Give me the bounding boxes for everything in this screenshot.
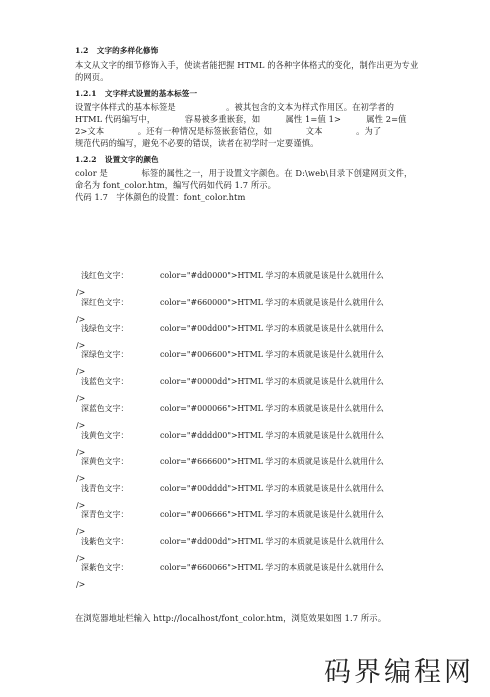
code-label: 深蓝色文字： — [81, 404, 129, 413]
intro-line: 本文从文字的细节修饰入手，使读者能把握 HTML 的各种字体格式的变化，制作出更为专业 — [75, 60, 419, 70]
code-value: color="#00dddd">HTML 学习的本质就是该是什么就用什么 — [160, 484, 384, 493]
code-close: /> — [76, 474, 86, 483]
code-value: color="#dd0000">HTML 学习的本质就是该是什么就用什么 — [160, 271, 384, 280]
code-value: color="#dddd00">HTML 学习的本质就是该是什么就用什么 — [160, 431, 384, 440]
code-label: 深青色文字： — [81, 510, 129, 519]
paragraph-line: 规范代码的编写，避免不必要的错误，读者在初学时一定要谨慎。 — [75, 138, 319, 148]
subsection-number: 1.2.2 — [75, 155, 97, 164]
footer-paragraph: 在浏览器地址栏输入 http://localhost/font_color.htm，浏览效果如图 1.7 所示。 — [75, 613, 387, 623]
code-close: /> — [76, 288, 86, 297]
code-value: color="#666600">HTML 学习的本质就是该是什么就用什么 — [160, 457, 384, 466]
code-value: color="#006600">HTML 学习的本质就是该是什么就用什么 — [160, 350, 384, 359]
code-value: color="#dd00dd">HTML 学习的本质就是该是什么就用什么 — [160, 537, 384, 546]
code-label: 浅绿色文字： — [81, 324, 129, 333]
section-number: 1.2 — [75, 46, 89, 55]
code-caption: 代码 1.7 字体颜色的设置：font_color.htm — [75, 192, 246, 202]
code-label: 深绿色文字： — [81, 350, 129, 359]
code-label: 深紫色文字： — [81, 563, 129, 572]
code-label: 浅青色文字： — [81, 484, 129, 493]
paragraph-line: 设置字体样式的基本标签是 。被其包含的文本为样式作用区。在初学者的 — [75, 102, 395, 112]
code-close: /> — [76, 554, 86, 563]
intro-line: 的网页。 — [75, 72, 109, 82]
paragraph-line: color 是 标签的属性之一，用于设置文字颜色。在 D:\web\目录下创建网页文件， — [75, 168, 413, 178]
subsection-title: 设置文字的颜色 — [104, 155, 159, 164]
code-value: color="#00dd00">HTML 学习的本质就是该是什么就用什么 — [160, 324, 384, 333]
section-heading — [75, 45, 158, 57]
paragraph-line: 2>文本 。还有一种情况是标签嵌套错位，如 文本 。为了 — [75, 126, 382, 136]
subsection-heading — [75, 154, 159, 166]
code-label: 深黄色文字： — [81, 457, 129, 466]
code-close: /> — [76, 580, 86, 589]
subsection-number: 1.2.1 — [75, 89, 97, 98]
code-close: /> — [76, 367, 86, 376]
code-label: 浅蓝色文字： — [81, 377, 129, 386]
code-value: color="#006666">HTML 学习的本质就是该是什么就用什么 — [160, 510, 384, 519]
code-label: 深红色文字： — [81, 298, 129, 307]
code-label: 浅红色文字： — [81, 271, 129, 280]
code-value: color="#000066">HTML 学习的本质就是该是什么就用什么 — [160, 404, 384, 413]
code-value: color="#660000">HTML 学习的本质就是该是什么就用什么 — [160, 298, 384, 307]
code-close: /> — [76, 394, 86, 403]
site-watermark: 码界编程网 — [324, 657, 474, 688]
code-value: color="#0000dd">HTML 学习的本质就是该是什么就用什么 — [160, 377, 384, 386]
code-value: color="#660066">HTML 学习的本质就是该是什么就用什么 — [160, 563, 384, 572]
code-label: 浅紫色文字： — [81, 537, 129, 546]
subsection-title: 文字样式设置的基本标签一 — [104, 89, 198, 98]
code-close: /> — [76, 501, 86, 510]
paragraph-line: HTML 代码编写中， 容易被多重嵌套，如 属性 1=值 1> 属性 2=值 — [75, 114, 407, 124]
code-close: /> — [76, 315, 86, 324]
subsection-heading — [75, 88, 197, 100]
section-title: 文字的多样化修饰 — [96, 46, 159, 55]
code-label: 浅黄色文字： — [81, 431, 129, 440]
code-close: /> — [76, 341, 86, 350]
paragraph-line: 命名为 font_color.htm，编写代码如代码 1.7 所示。 — [75, 180, 277, 190]
code-close: /> — [76, 421, 86, 430]
code-close: /> — [76, 448, 86, 457]
code-close: /> — [76, 527, 86, 536]
